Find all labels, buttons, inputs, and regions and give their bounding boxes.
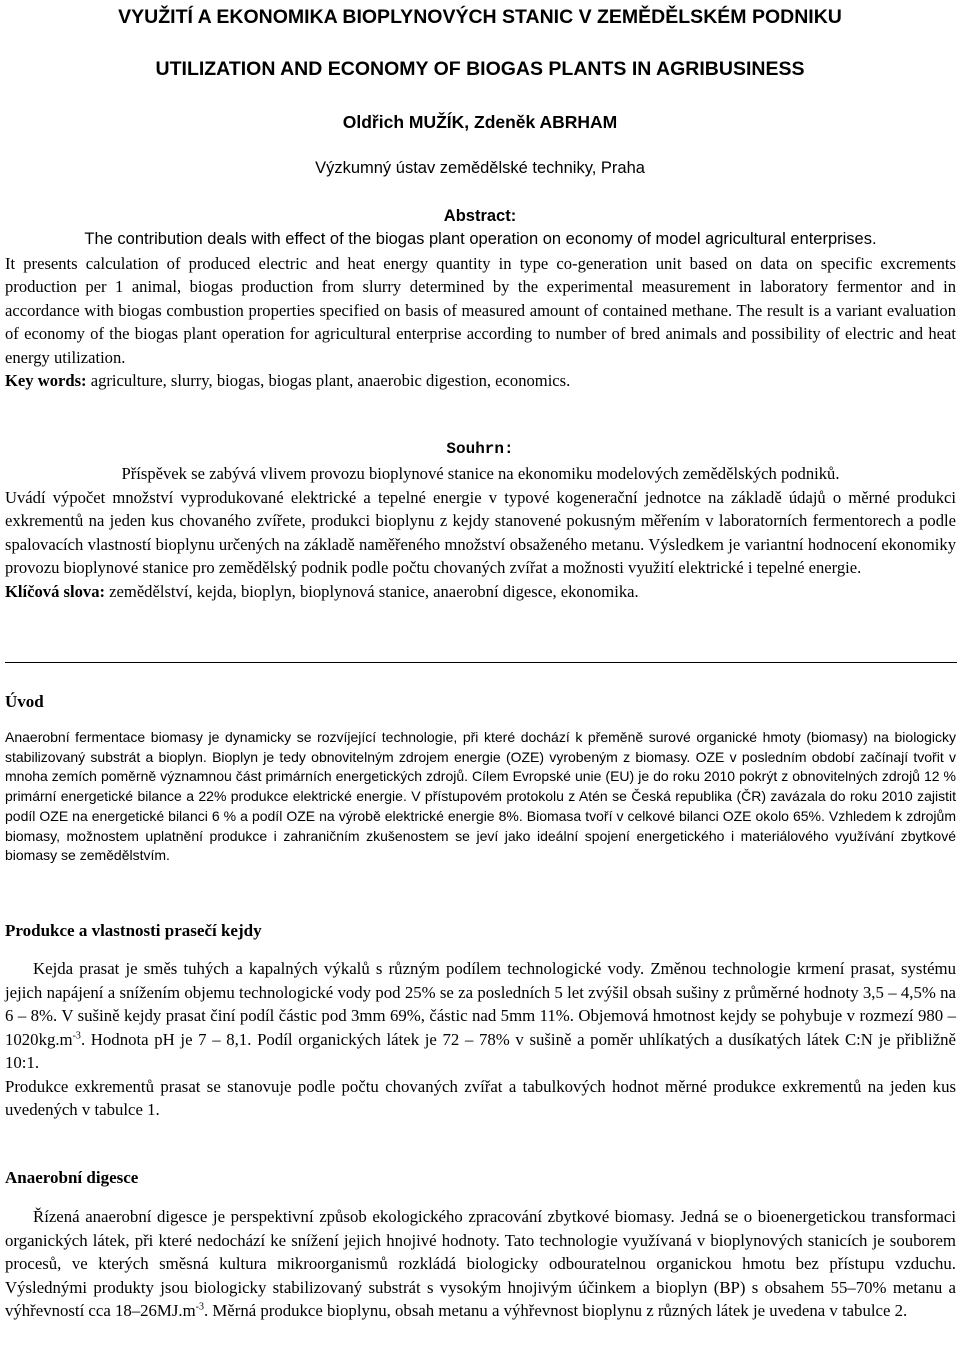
section-heading-anaerobni: Anaerobní digesce (5, 1168, 139, 1187)
abstract-first-line: The contribution deals with effect of the biogas plant operation on economy of model agricultural enterprises. (84, 230, 877, 248)
abstract-text: It presents calculation of produced electric and heat energy quantity in type co-generation unit based on data on specific excrements production per 1 animal, biogas production from slurry determined by the experimental measurement in laboratory fermentor and in accordance with biogas combustion properties specified on basis of measured amount of contained methane. The result is a variant evaluation of economy of the biogas plant operation for agricultural enterprise according to number of bred animals and possibility of electric and heat energy utilization. (5, 253, 956, 367)
abstract-heading: Abstract: (443, 207, 517, 225)
produkce-paragraph-1 (5, 957, 956, 1075)
keywords-label: Key words: (5, 371, 87, 390)
produkce-p1-superscript: -3 (72, 1029, 81, 1041)
keywords-text: agriculture, slurry, biogas, biogas plant, anaerobic digestion, economics. (86, 371, 571, 390)
anaerobni-p1-superscript: -3 (195, 1301, 204, 1313)
produkce-p1-text-a: Kejda prasat je směs tuhých a kapalných výkalů s různým podílem technologické vody. Změnou technologie krmení prasat, systému jejich napájení a snížením objemu technologické vody pod 25% se za posledních 5 let zvýšil obsah sušiny z průměrné hodnoty 3,5 – 4,5% na 6 – 8%. V sušině kejdy prasat činí podíl částic pod 3mm 69%, částic nad 5mm 11%. Objemová hmotnost kejdy se pohybuje v rozmezí 980 – 1020kg.m (5, 959, 956, 1049)
produkce-p1-text-b: . Hodnota pH je 7 – 8,1. Podíl organických látek je 72 – 78% v sušině a poměr uhlíkatých a dusíkatých látek C:N je přibližně 10:1. (5, 1029, 956, 1072)
anaerobni-p1-text-b: . Měrná produkce bioplynu, obsah metanu a výhřevnost bioplynu z různých látek je uvedena v tabulce 2. (203, 1301, 908, 1320)
horizontal-divider (5, 662, 957, 663)
uvod-paragraph: Anaerobní fermentace biomasy je dynamicky se rozvíjející technologie, při které dochází k přeměně surové organické hmoty (biomasy) na biologicky stabilizovaný substrát a bioplyn. Bioplyn je tedy obnovitelným zdrojem energie (OZE) vyrobeným z biomasy. OZE v posledním období začínají tvořit v mnoha zemích poměrně významnou část primárních energetických zdrojů. Cílem Evropské unie (EU) je do roku 2010 pokrýt z obnovitelných zdrojů 12 % primární energetické bilance a 22% produkce elektrické energie. V přístupovém protokolu z Atén se Česká republika (ČR) zavázala do roku 2010 zajistit podíl OZE na energetické bilanci 6 % a podíl OZE na výrobě elektrické energie 8%. Biomasa tvoří v celkové bilanci OZE okolo 65%. Vzhledem k zdrojům biomasy, možnostem uplatnění produkce i zahraničním zkušenostem se jeví jako ideální spojení energetického i materiálového využívání zbytkové biomasy se zemědělstvím. (5, 729, 956, 864)
section-heading-produkce: Produkce a vlastnosti prasečí kejdy (5, 921, 262, 940)
abstract-keywords (5, 369, 956, 393)
souhrn-first-line: Příspěvek se zabývá vlivem provozu bioplynové stanice na ekonomiku modelových zemědělských podniků. (121, 464, 840, 483)
anaerobni-p1-text-a: Řízená anaerobní digesce je perspektivní způsob ekologického zpracování zbytkové biomasy. Jedná se o bioenergetickou transformaci organických látek, při které nedochází ke snížení jejich hnojivé hodnoty. Tato technologie využívaná v bioplynových stanicích je souborem procesů, ve kterých směsná kultura mikroorganismů rozkládá biologicky odbouratelnou organickou hmotu bez přístupu vzduchu. Výslednými produkty jsou biologicky stabilizovaný substrát s vysokým hnojivým účinkem a bioplyn (BP) s obsahem 55–70% metanu a výhřevností cca 18–26MJ.m (5, 1207, 956, 1320)
title-czech: VYUŽITÍ A EKONOMIKA BIOPLYNOVÝCH STANIC V ZEMĚDĚLSKÉM PODNIKU (118, 6, 842, 28)
souhrn-keywords (5, 580, 956, 604)
section-heading-uvod: Úvod (5, 692, 44, 711)
title-english: UTILIZATION AND ECONOMY OF BIOGAS PLANTS IN AGRIBUSINESS (155, 58, 805, 80)
produkce-section (5, 957, 956, 1122)
souhrn-heading: Souhrn: (446, 440, 514, 458)
souhrn-section (5, 462, 956, 603)
klicova-slova-text: zemědělství, kejda, bioplyn, bioplynová stanice, anaerobní digesce, ekonomika. (105, 581, 639, 601)
produkce-paragraph-2: Produkce exkrementů prasat se stanovuje podle počtu chovaných zvířat a tabulkových hodnot měrné produkce exkrementů na jeden kus uvedených v tabulce 1. (5, 1076, 956, 1119)
anaerobni-section (5, 1205, 956, 1323)
souhrn-text: Uvádí výpočet množství vyprodukované elektrické a tepelné energie v typové kogenerační jednotce na základě údajů o měrné produkci exkrementů na jeden kus chovaného zvířete, produkci bioplynu z kejdy stanovené pokusným měřením v laboratorních fermentorech a podle spalovacích vlastností bioplynu určených na základě naměřeného množství obsaženého metanu. Výsledkem je variantní hodnocení ekonomiky provozu bioplynové stanice pro zemědělský podnik podle počtu chovaných zvířat a možnosti využití elektrické i tepelné energie. (5, 487, 956, 577)
authors: Oldřich MUŽÍK, Zdeněk ABRHAM (342, 112, 618, 132)
institute: Výzkumný ústav zemědělské techniky, Praha (315, 159, 645, 177)
klicova-slova-label: Klíčová slova: (5, 581, 106, 601)
abstract-section (5, 228, 956, 393)
anaerobni-paragraph-1 (5, 1205, 956, 1323)
